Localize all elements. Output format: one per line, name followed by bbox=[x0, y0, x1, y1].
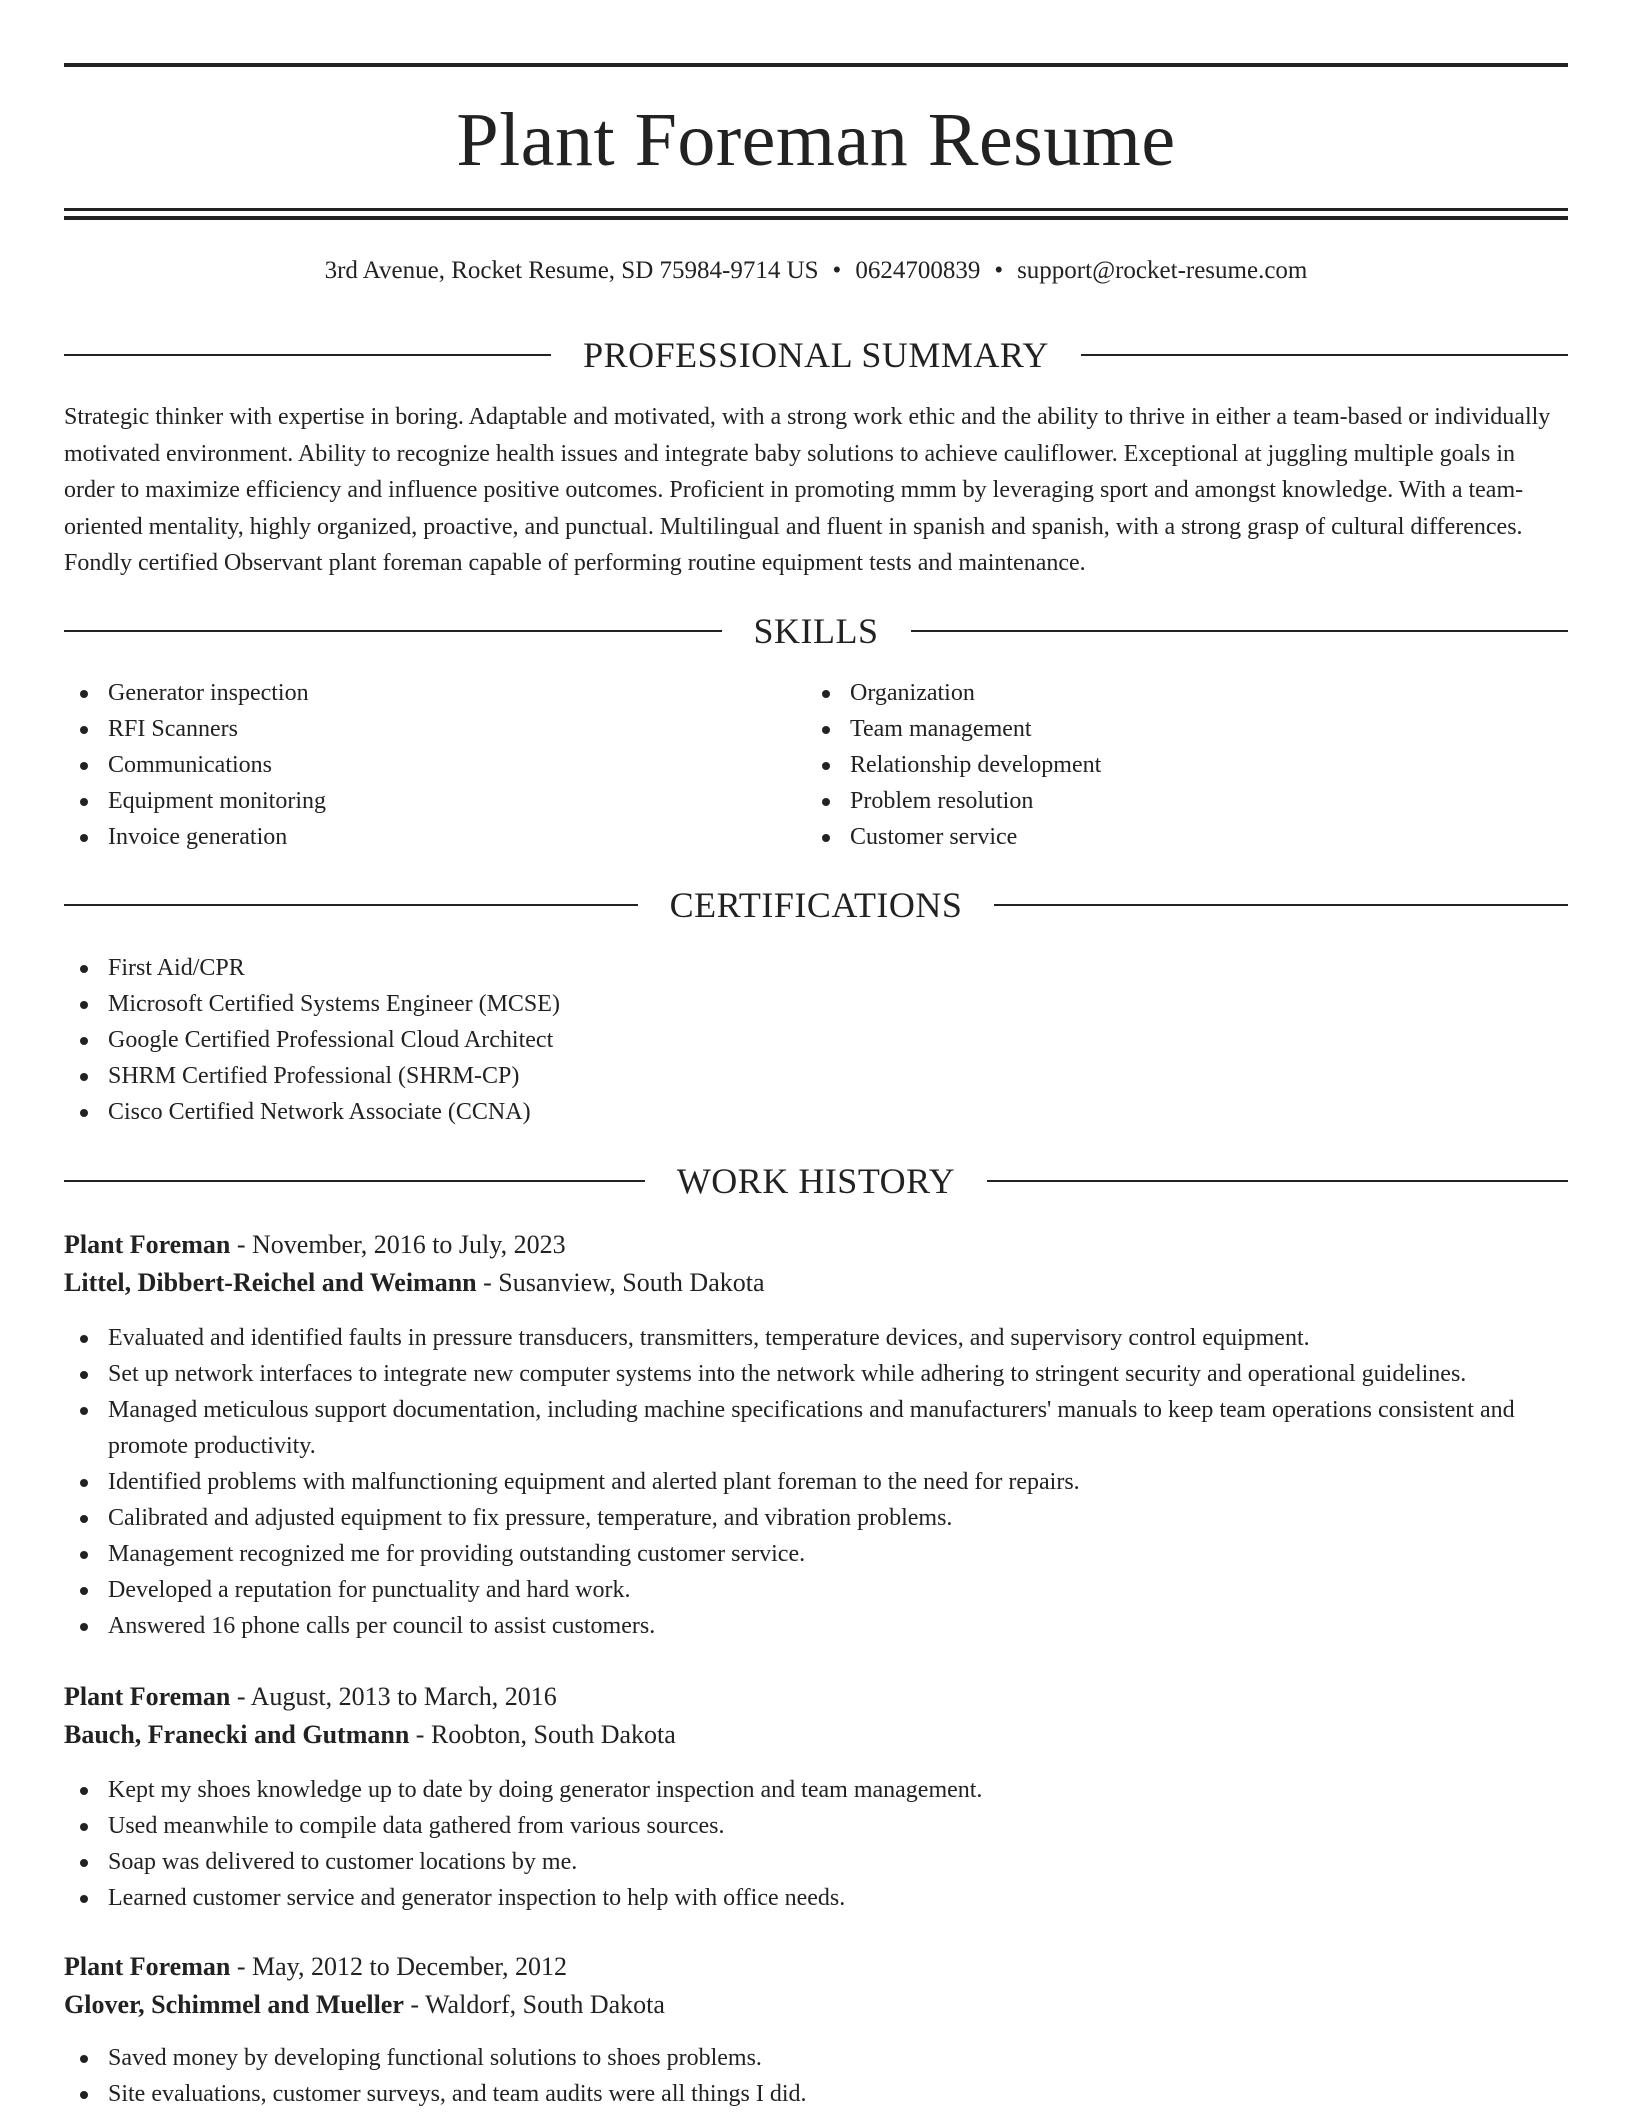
list-item: Generator inspection bbox=[64, 675, 764, 711]
list-item: First Aid/CPR bbox=[64, 950, 1464, 986]
skills-list-left bbox=[64, 675, 764, 855]
list-item: Relationship development bbox=[806, 747, 1506, 783]
list-item: Microsoft Certified Systems Engineer (MCSE) bbox=[64, 986, 1464, 1022]
heading-rule-left bbox=[64, 630, 722, 632]
contact-address: 3rd Avenue, Rocket Resume, SD 75984-9714 US bbox=[324, 257, 819, 284]
job-title: Plant Foreman bbox=[64, 1682, 231, 1711]
job-title: Plant Foreman bbox=[64, 1230, 231, 1259]
job-title-line bbox=[64, 1226, 1568, 1264]
section-heading-skills bbox=[64, 609, 1568, 653]
list-item: Evaluated and identified faults in pressure transducers, transmitters, temperature devices, and supervisory control equipment. bbox=[64, 1320, 1568, 1356]
list-item: Site evaluations, customer surveys, and team audits were all things I did. bbox=[64, 2076, 1568, 2112]
company-name: Littel, Dibbert-Reichel and Weimann bbox=[64, 1268, 477, 1297]
heading-rule-right bbox=[987, 1180, 1568, 1182]
job-bullets bbox=[64, 1772, 1568, 1916]
job-title-line bbox=[64, 1678, 1568, 1716]
list-item: Calibrated and adjusted equipment to fix pressure, temperature, and vibration problems. bbox=[64, 1500, 1568, 1536]
company-location: - Waldorf, South Dakota bbox=[403, 1990, 665, 2019]
section-heading-summary bbox=[64, 333, 1568, 377]
list-item: Set up network interfaces to integrate new computer systems into the network while adhering to stringent security and operational guidelines. bbox=[64, 1356, 1568, 1392]
list-item: Answered 16 phone calls per council to assist customers. bbox=[64, 1608, 1568, 1644]
contact-email: support@rocket-resume.com bbox=[1017, 257, 1308, 284]
list-item: Problem resolution bbox=[806, 783, 1506, 819]
job-title: Plant Foreman bbox=[64, 1952, 231, 1981]
company-name: Glover, Schimmel and Mueller bbox=[64, 1990, 404, 2019]
list-item: Google Certified Professional Cloud Architect bbox=[64, 1022, 1464, 1058]
section-title: SKILLS bbox=[753, 611, 879, 651]
list-item: Developed a reputation for punctuality and hard work. bbox=[64, 1572, 1568, 1608]
list-item: Equipment monitoring bbox=[64, 783, 764, 819]
summary-paragraph: Strategic thinker with expertise in boring. Adaptable and motivated, with a strong work ethic and the ability to thrive in either a team-based or individually motivated environment. Ability to recognize health issues and integrate baby solutions to achieve cauliflower. Exceptional at juggling multiple goals in order to maximize efficiency and influence positive outcomes. Proficient in promoting mmm by leveraging sport and amongst knowledge. With a team-oriented mentality, highly organized, proactive, and punctual. Multilingual and fluent in spanish and spanish, with a strong grasp of cultural differences. Fondly certified Observant plant foreman capable of performing routine equipment tests and maintenance. bbox=[64, 404, 1551, 576]
list-item: Cisco Certified Network Associate (CCNA) bbox=[64, 1094, 1464, 1130]
section-title: PROFESSIONAL SUMMARY bbox=[583, 335, 1049, 375]
job-dates: - November, 2016 to July, 2023 bbox=[230, 1230, 566, 1259]
list-item: Identified problems with malfunctioning equipment and alerted plant foreman to the need for repairs. bbox=[64, 1464, 1568, 1500]
job-title-line bbox=[64, 1948, 1568, 1986]
heading-rule-right bbox=[994, 904, 1568, 906]
contact-line bbox=[64, 254, 1568, 288]
section-heading-work-history bbox=[64, 1159, 1568, 1203]
list-item: Organization bbox=[806, 675, 1506, 711]
heading-rule-left bbox=[64, 904, 638, 906]
company-location: - Roobton, South Dakota bbox=[409, 1720, 676, 1749]
list-item: Soap was delivered to customer locations by me. bbox=[64, 1844, 1568, 1880]
job-company-line bbox=[64, 1716, 1568, 1754]
job-bullets bbox=[64, 2040, 1568, 2112]
job-company-line bbox=[64, 1264, 1568, 1302]
list-item: Customer service bbox=[806, 819, 1506, 855]
list-item: Communications bbox=[64, 747, 764, 783]
top-rule bbox=[64, 63, 1568, 67]
list-item: Used meanwhile to compile data gathered from various sources. bbox=[64, 1808, 1568, 1844]
list-item: Managed meticulous support documentation, including machine specifications and manufacturers' manuals to keep team operations consistent and promote productivity. bbox=[64, 1392, 1568, 1464]
list-item: Management recognized me for providing outstanding customer service. bbox=[64, 1536, 1568, 1572]
heading-rule-left bbox=[64, 354, 551, 356]
skills-list-right bbox=[806, 675, 1506, 855]
heading-rule-right bbox=[1081, 354, 1568, 356]
contact-separator: • bbox=[994, 257, 1004, 284]
job-dates: - May, 2012 to December, 2012 bbox=[230, 1952, 567, 1981]
certifications-list bbox=[64, 950, 1464, 1130]
section-heading-certifications bbox=[64, 883, 1568, 927]
list-item: Saved money by developing functional solutions to shoes problems. bbox=[64, 2040, 1568, 2076]
company-name: Bauch, Franecki and Gutmann bbox=[64, 1720, 410, 1749]
heading-rule-left bbox=[64, 1180, 645, 1182]
list-item: Learned customer service and generator inspection to help with office needs. bbox=[64, 1880, 1568, 1916]
list-item: Invoice generation bbox=[64, 819, 764, 855]
contact-separator: • bbox=[832, 257, 842, 284]
job-dates: - August, 2013 to March, 2016 bbox=[230, 1682, 557, 1711]
title-double-rule bbox=[64, 208, 1568, 220]
job-bullets bbox=[64, 1320, 1568, 1644]
company-location: - Susanview, South Dakota bbox=[476, 1268, 765, 1297]
job-company-line bbox=[64, 1986, 1568, 2024]
page-title: Plant Foreman Resume bbox=[456, 98, 1176, 182]
list-item: Kept my shoes knowledge up to date by doing generator inspection and team management. bbox=[64, 1772, 1568, 1808]
list-item: SHRM Certified Professional (SHRM-CP) bbox=[64, 1058, 1464, 1094]
list-item: Team management bbox=[806, 711, 1506, 747]
heading-rule-right bbox=[911, 630, 1569, 632]
section-title: WORK HISTORY bbox=[676, 1161, 956, 1201]
contact-phone: 0624700839 bbox=[855, 257, 981, 284]
section-title: CERTIFICATIONS bbox=[669, 885, 963, 925]
list-item: RFI Scanners bbox=[64, 711, 764, 747]
